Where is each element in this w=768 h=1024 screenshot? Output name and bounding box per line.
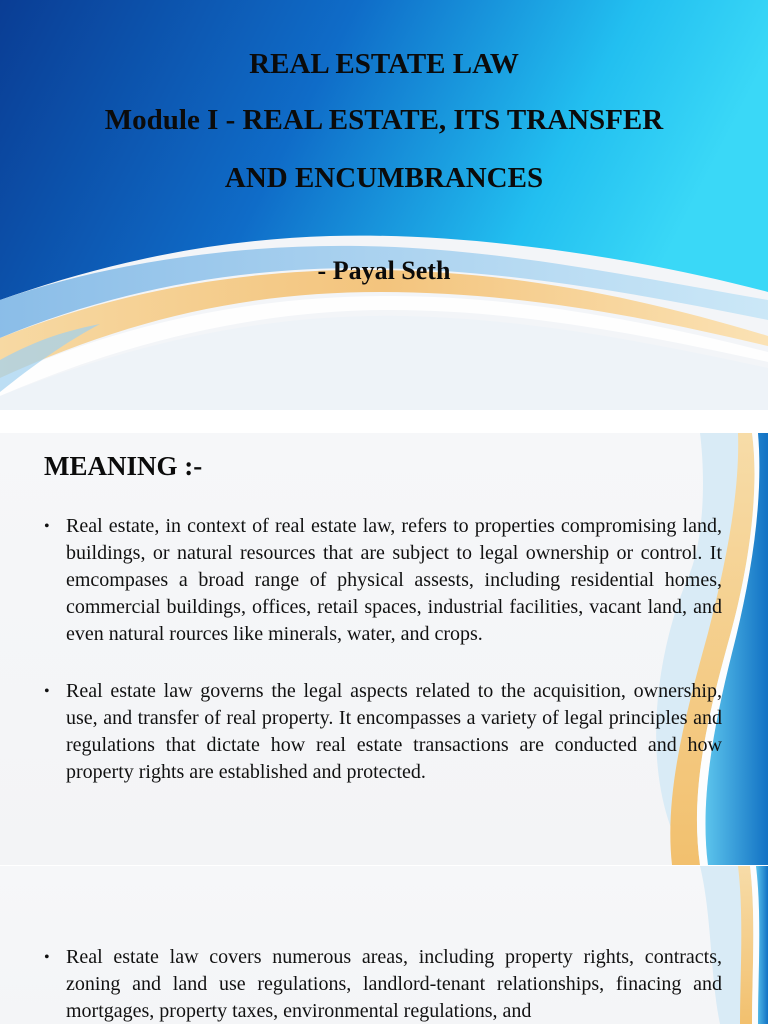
content-slide-meaning (0, 433, 768, 865)
title-slide (0, 0, 768, 410)
bullet-item (44, 944, 722, 1024)
bullet-item (44, 513, 722, 648)
bullet-text: Real estate law governs the legal aspects related to the acquisition, ownership, use, and transfer of real property. It encompasses a variety of legal principles and regulations that dictate how real estate transactions are conducted and how property rights are established and protected. (66, 680, 722, 783)
content-slide-continued (0, 866, 768, 1024)
title-line-1: REAL ESTATE LAW (249, 48, 519, 80)
author-line: - Payal Seth (317, 256, 451, 285)
bullet-glyph: • (44, 683, 50, 700)
title-line-2: Module I - REAL ESTATE, ITS TRANSFER (104, 104, 664, 136)
bullet-item (44, 678, 722, 786)
bullet-glyph: • (44, 949, 50, 966)
bullet-glyph: • (44, 518, 50, 535)
title-line-3: AND ENCUMBRANCES (224, 162, 544, 194)
slide-heading: MEANING :- (44, 451, 203, 481)
bullet-text: Real estate law covers numerous areas, including property rights, contracts, zoning and land use regulations, landlord-tenant relationships, finacing and mortgages, property taxes, environmental regulations, and (66, 946, 722, 1022)
slide-side-waves (0, 433, 768, 865)
bullet-text: Real estate, in context of real estate law, refers to properties compromising land, buildings, or natural resources that are subject to legal ownership or control. It emcompases a broad range of physical assests, including residential homes, commercial buildings, offices, retail spaces, industrial facilities, vacant land, and even natural rources like minerals, water, and crops. (66, 515, 722, 645)
